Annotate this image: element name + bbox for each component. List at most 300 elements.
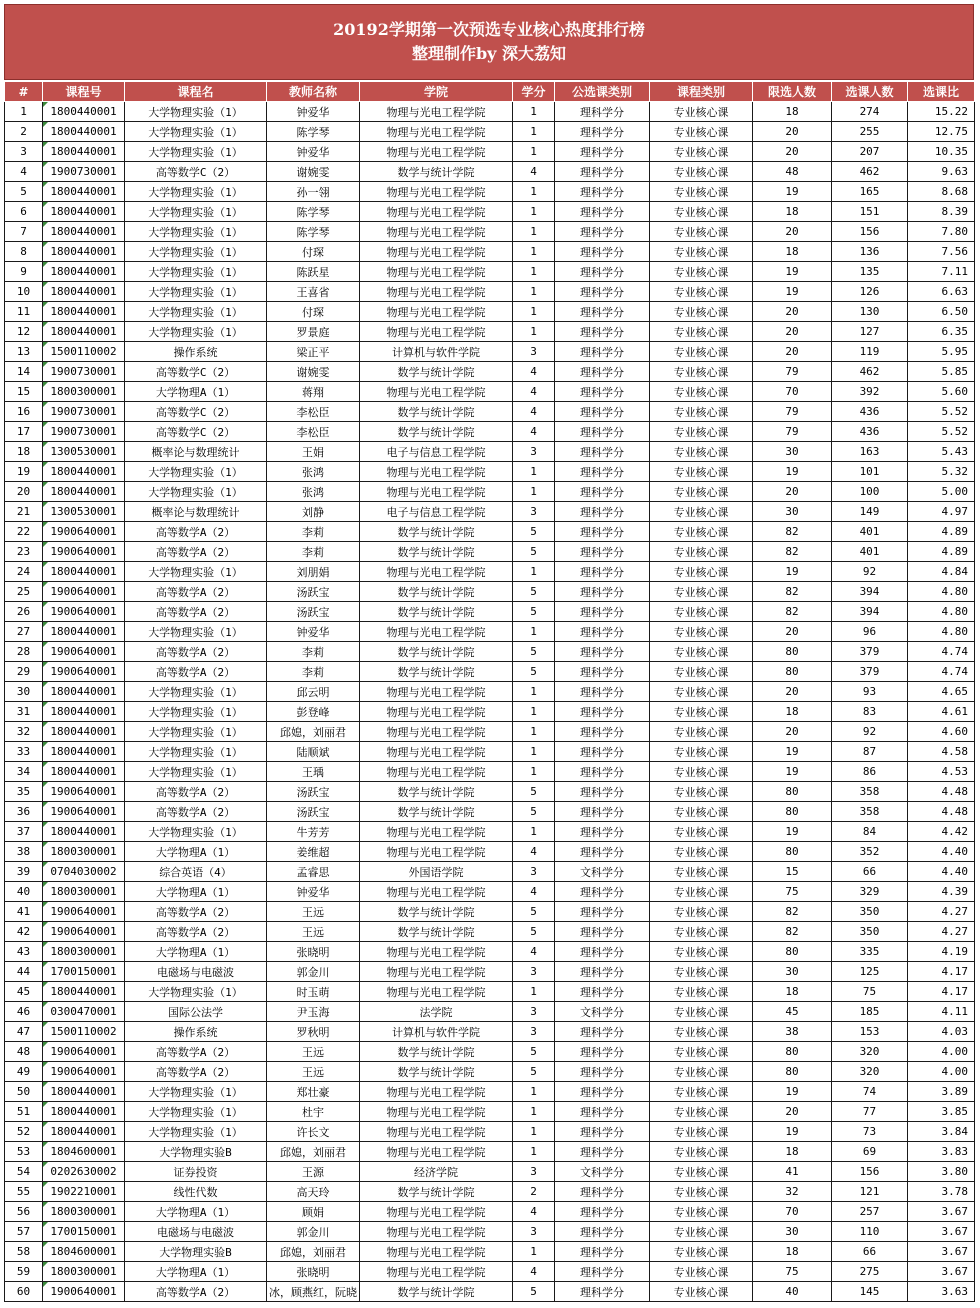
elective-type-cell: 理科学分 (555, 942, 650, 962)
elective-type-cell: 理科学分 (555, 462, 650, 482)
table-row[interactable] (5, 162, 975, 182)
capacity-cell: 80 (753, 842, 832, 862)
table-row[interactable] (5, 622, 975, 642)
college-cell: 物理与光电工程学院 (360, 722, 513, 742)
header-college[interactable]: 学院 (360, 82, 513, 102)
rank-cell: 53 (5, 1142, 43, 1162)
course-type-cell: 专业核心课 (650, 422, 753, 442)
table-row[interactable] (5, 1022, 975, 1042)
college-cell: 外国语学院 (360, 862, 513, 882)
enrolled-cell: 350 (832, 922, 908, 942)
elective-type-cell: 理科学分 (555, 1122, 650, 1142)
teacher-cell: 许长文 (267, 1122, 360, 1142)
table-row[interactable] (5, 402, 975, 422)
course-name-cell: 大学物理实验（1） (125, 742, 267, 762)
table-header-row (5, 82, 975, 102)
teacher-cell: 彭登峰 (267, 702, 360, 722)
capacity-cell: 20 (753, 142, 832, 162)
capacity-cell: 45 (753, 1002, 832, 1022)
course-type-cell: 专业核心课 (650, 402, 753, 422)
college-cell: 经济学院 (360, 1162, 513, 1182)
capacity-cell: 20 (753, 622, 832, 642)
enrolled-cell: 84 (832, 822, 908, 842)
elective-type-cell: 理科学分 (555, 202, 650, 222)
course-name-cell: 大学物理实验（1） (125, 282, 267, 302)
teacher-cell: 李松臣 (267, 402, 360, 422)
college-cell: 电子与信息工程学院 (360, 502, 513, 522)
ratio-cell: 4.61 (908, 702, 975, 722)
credits-cell: 1 (513, 742, 555, 762)
rank-cell: 48 (5, 1042, 43, 1062)
course-name-cell: 大学物理实验（1） (125, 242, 267, 262)
credits-cell: 1 (513, 222, 555, 242)
ratio-cell: 4.40 (908, 862, 975, 882)
college-cell: 物理与光电工程学院 (360, 262, 513, 282)
ratio-cell: 4.80 (908, 622, 975, 642)
enrolled-cell: 125 (832, 962, 908, 982)
table-row[interactable] (5, 242, 975, 262)
elective-type-cell: 理科学分 (555, 562, 650, 582)
elective-type-cell: 理科学分 (555, 742, 650, 762)
table-row[interactable] (5, 1222, 975, 1242)
table-row[interactable] (5, 902, 975, 922)
course-name-cell: 概率论与数理统计 (125, 502, 267, 522)
course-code-cell: 1900640001 (43, 1282, 125, 1302)
teacher-cell: 钟爱华 (267, 102, 360, 122)
college-cell: 物理与光电工程学院 (360, 762, 513, 782)
course-name-cell: 高等数学A（2） (125, 1042, 267, 1062)
rank-cell: 51 (5, 1102, 43, 1122)
table-row[interactable] (5, 822, 975, 842)
teacher-cell: 冰，顾燕红，阮晓 (267, 1282, 360, 1302)
teacher-cell: 李莉 (267, 642, 360, 662)
capacity-cell: 79 (753, 422, 832, 442)
course-code-cell: 0202630002 (43, 1162, 125, 1182)
capacity-cell: 18 (753, 102, 832, 122)
course-name-cell: 高等数学A（2） (125, 642, 267, 662)
capacity-cell: 75 (753, 882, 832, 902)
ratio-cell: 6.63 (908, 282, 975, 302)
table-row[interactable] (5, 542, 975, 562)
credits-cell: 3 (513, 502, 555, 522)
header-rank[interactable]: # (5, 82, 43, 102)
enrolled-cell: 126 (832, 282, 908, 302)
capacity-cell: 79 (753, 402, 832, 422)
teacher-cell: 张晓明 (267, 1262, 360, 1282)
rank-cell: 28 (5, 642, 43, 662)
credits-cell: 5 (513, 582, 555, 602)
course-code-cell: 1800440001 (43, 682, 125, 702)
rank-cell: 47 (5, 1022, 43, 1042)
college-cell: 数学与统计学院 (360, 422, 513, 442)
rank-cell: 44 (5, 962, 43, 982)
ratio-cell: 4.89 (908, 542, 975, 562)
enrolled-cell: 165 (832, 182, 908, 202)
ratio-cell: 3.67 (908, 1262, 975, 1282)
course-name-cell: 大学物理A（1） (125, 382, 267, 402)
course-type-cell: 专业核心课 (650, 302, 753, 322)
course-code-cell: 1900730001 (43, 422, 125, 442)
enrolled-cell: 257 (832, 1202, 908, 1222)
credits-cell: 1 (513, 242, 555, 262)
credits-cell: 1 (513, 122, 555, 142)
table-row[interactable] (5, 742, 975, 762)
table-row[interactable] (5, 442, 975, 462)
capacity-cell: 82 (753, 542, 832, 562)
teacher-cell: 刘静 (267, 502, 360, 522)
elective-type-cell: 理科学分 (555, 342, 650, 362)
table-body (5, 102, 975, 1302)
capacity-cell: 80 (753, 942, 832, 962)
table-row[interactable] (5, 122, 975, 142)
ratio-cell: 5.60 (908, 382, 975, 402)
credits-cell: 1 (513, 262, 555, 282)
college-cell: 物理与光电工程学院 (360, 242, 513, 262)
ratio-cell: 8.39 (908, 202, 975, 222)
rank-cell: 29 (5, 662, 43, 682)
course-name-cell: 操作系统 (125, 1022, 267, 1042)
credits-cell: 5 (513, 522, 555, 542)
table-row[interactable] (5, 1182, 975, 1202)
ratio-cell: 6.50 (908, 302, 975, 322)
header-course-code[interactable]: 课程号 (43, 82, 125, 102)
rank-cell: 54 (5, 1162, 43, 1182)
course-code-cell: 1900640001 (43, 1062, 125, 1082)
ratio-cell: 3.80 (908, 1162, 975, 1182)
rank-cell: 10 (5, 282, 43, 302)
course-name-cell: 大学物理实验（1） (125, 1102, 267, 1122)
table-row[interactable] (5, 762, 975, 782)
elective-type-cell: 理科学分 (555, 182, 650, 202)
table-row[interactable] (5, 922, 975, 942)
enrolled-cell: 274 (832, 102, 908, 122)
course-type-cell: 专业核心课 (650, 202, 753, 222)
elective-type-cell: 理科学分 (555, 1242, 650, 1262)
capacity-cell: 19 (753, 1082, 832, 1102)
credits-cell: 1 (513, 142, 555, 162)
credits-cell: 1 (513, 1102, 555, 1122)
course-type-cell: 专业核心课 (650, 1042, 753, 1062)
enrolled-cell: 394 (832, 602, 908, 622)
elective-type-cell: 理科学分 (555, 1202, 650, 1222)
credits-cell: 3 (513, 862, 555, 882)
course-code-cell: 1800440001 (43, 1082, 125, 1102)
capacity-cell: 19 (753, 262, 832, 282)
table-row[interactable] (5, 1262, 975, 1282)
enrolled-cell: 394 (832, 582, 908, 602)
credits-cell: 5 (513, 542, 555, 562)
college-cell: 电子与信息工程学院 (360, 442, 513, 462)
table-row[interactable] (5, 282, 975, 302)
college-cell: 数学与统计学院 (360, 1282, 513, 1302)
capacity-cell: 20 (753, 342, 832, 362)
elective-type-cell: 理科学分 (555, 602, 650, 622)
enrolled-cell: 75 (832, 982, 908, 1002)
table-row[interactable] (5, 462, 975, 482)
table-row[interactable] (5, 302, 975, 322)
college-cell: 物理与光电工程学院 (360, 222, 513, 242)
enrolled-cell: 73 (832, 1122, 908, 1142)
credits-cell: 4 (513, 882, 555, 902)
ratio-cell: 4.53 (908, 762, 975, 782)
course-type-cell: 专业核心课 (650, 122, 753, 142)
table-row[interactable] (5, 722, 975, 742)
course-name-cell: 国际公法学 (125, 1002, 267, 1022)
table-row[interactable] (5, 202, 975, 222)
table-row[interactable] (5, 1002, 975, 1022)
elective-type-cell: 文科学分 (555, 1162, 650, 1182)
elective-type-cell: 文科学分 (555, 862, 650, 882)
teacher-cell: 郑壮豪 (267, 1082, 360, 1102)
credits-cell: 3 (513, 1162, 555, 1182)
header-credits[interactable]: 学分 (513, 82, 555, 102)
header-ratio[interactable]: 选课比 (908, 82, 975, 102)
table-row[interactable] (5, 1242, 975, 1262)
capacity-cell: 20 (753, 302, 832, 322)
table-row[interactable] (5, 982, 975, 1002)
rank-cell: 1 (5, 102, 43, 122)
elective-type-cell: 理科学分 (555, 482, 650, 502)
capacity-cell: 41 (753, 1162, 832, 1182)
course-name-cell: 高等数学C（2） (125, 362, 267, 382)
capacity-cell: 80 (753, 1042, 832, 1062)
page-subtitle: 整理制作by 深大荔知 (411, 44, 567, 63)
capacity-cell: 80 (753, 802, 832, 822)
college-cell: 数学与统计学院 (360, 1042, 513, 1062)
capacity-cell: 19 (753, 762, 832, 782)
credits-cell: 1 (513, 702, 555, 722)
course-code-cell: 1800300001 (43, 1202, 125, 1222)
header-teacher[interactable]: 教师名称 (267, 82, 360, 102)
enrolled-cell: 83 (832, 702, 908, 722)
table-row[interactable] (5, 942, 975, 962)
header-capacity[interactable]: 限选人数 (753, 82, 832, 102)
table-row[interactable] (5, 142, 975, 162)
elective-type-cell: 理科学分 (555, 362, 650, 382)
course-name-cell: 高等数学A（2） (125, 802, 267, 822)
elective-type-cell: 理科学分 (555, 1182, 650, 1202)
rank-cell: 17 (5, 422, 43, 442)
credits-cell: 1 (513, 562, 555, 582)
enrolled-cell: 401 (832, 522, 908, 542)
table-row[interactable] (5, 1082, 975, 1102)
enrolled-cell: 77 (832, 1102, 908, 1122)
ratio-cell: 4.60 (908, 722, 975, 742)
college-cell: 计算机与软件学院 (360, 1022, 513, 1042)
credits-cell: 5 (513, 802, 555, 822)
capacity-cell: 80 (753, 782, 832, 802)
table-row[interactable] (5, 962, 975, 982)
table-row[interactable] (5, 1202, 975, 1222)
table-row[interactable] (5, 562, 975, 582)
elective-type-cell: 理科学分 (555, 1222, 650, 1242)
ranking-table (4, 81, 975, 1302)
table-row[interactable] (5, 842, 975, 862)
elective-type-cell: 理科学分 (555, 422, 650, 442)
header-elective-type[interactable]: 公选课类别 (555, 82, 650, 102)
table-row[interactable] (5, 362, 975, 382)
college-cell: 物理与光电工程学院 (360, 1102, 513, 1122)
elective-type-cell: 理科学分 (555, 1042, 650, 1062)
course-code-cell: 1800300001 (43, 942, 125, 962)
course-code-cell: 1804600001 (43, 1242, 125, 1262)
course-name-cell: 大学物理实验B (125, 1142, 267, 1162)
teacher-cell: 汤跃宝 (267, 582, 360, 602)
enrolled-cell: 379 (832, 642, 908, 662)
course-type-cell: 专业核心课 (650, 142, 753, 162)
college-cell: 物理与光电工程学院 (360, 462, 513, 482)
table-row[interactable] (5, 642, 975, 662)
college-cell: 数学与统计学院 (360, 1182, 513, 1202)
table-row[interactable] (5, 702, 975, 722)
header-enrolled[interactable]: 选课人数 (832, 82, 908, 102)
table-row[interactable] (5, 1042, 975, 1062)
teacher-cell: 陈学琴 (267, 202, 360, 222)
ratio-cell: 4.00 (908, 1062, 975, 1082)
table-row[interactable] (5, 522, 975, 542)
course-name-cell: 高等数学C（2） (125, 162, 267, 182)
header-course-name[interactable]: 课程名 (125, 82, 267, 102)
table-row[interactable] (5, 882, 975, 902)
rank-cell: 22 (5, 522, 43, 542)
teacher-cell: 牛芳芳 (267, 822, 360, 842)
course-name-cell: 高等数学A（2） (125, 662, 267, 682)
course-type-cell: 专业核心课 (650, 102, 753, 122)
rank-cell: 43 (5, 942, 43, 962)
table-row[interactable] (5, 422, 975, 442)
header-course-type[interactable]: 课程类别 (650, 82, 753, 102)
capacity-cell: 18 (753, 242, 832, 262)
course-type-cell: 专业核心课 (650, 222, 753, 242)
college-cell: 物理与光电工程学院 (360, 562, 513, 582)
course-code-cell: 1800440001 (43, 302, 125, 322)
capacity-cell: 19 (753, 822, 832, 842)
table-row[interactable] (5, 502, 975, 522)
course-code-cell: 1800440001 (43, 202, 125, 222)
enrolled-cell: 87 (832, 742, 908, 762)
course-type-cell: 专业核心课 (650, 1222, 753, 1242)
rank-cell: 56 (5, 1202, 43, 1222)
table-row[interactable] (5, 222, 975, 242)
table-row[interactable] (5, 1282, 975, 1302)
course-name-cell: 大学物理实验（1） (125, 562, 267, 582)
table-row[interactable] (5, 862, 975, 882)
capacity-cell: 30 (753, 442, 832, 462)
course-name-cell: 大学物理实验（1） (125, 822, 267, 842)
ratio-cell: 3.83 (908, 1142, 975, 1162)
ratio-cell: 4.48 (908, 782, 975, 802)
capacity-cell: 20 (753, 682, 832, 702)
enrolled-cell: 69 (832, 1142, 908, 1162)
teacher-cell: 陈学琴 (267, 222, 360, 242)
ratio-cell: 4.48 (908, 802, 975, 822)
table-row[interactable] (5, 1122, 975, 1142)
table-row[interactable] (5, 102, 975, 122)
table-row[interactable] (5, 1142, 975, 1162)
table-row[interactable] (5, 782, 975, 802)
course-type-cell: 专业核心课 (650, 762, 753, 782)
course-name-cell: 证券投资 (125, 1162, 267, 1182)
rank-cell: 32 (5, 722, 43, 742)
course-type-cell: 专业核心课 (650, 462, 753, 482)
table-row[interactable] (5, 582, 975, 602)
capacity-cell: 82 (753, 922, 832, 942)
college-cell: 物理与光电工程学院 (360, 1082, 513, 1102)
table-row[interactable] (5, 682, 975, 702)
credits-cell: 3 (513, 442, 555, 462)
elective-type-cell: 理科学分 (555, 722, 650, 742)
enrolled-cell: 135 (832, 262, 908, 282)
course-code-cell: 1700150001 (43, 1222, 125, 1242)
table-row[interactable] (5, 1102, 975, 1122)
elective-type-cell: 理科学分 (555, 1142, 650, 1162)
college-cell: 物理与光电工程学院 (360, 702, 513, 722)
college-cell: 物理与光电工程学院 (360, 822, 513, 842)
teacher-cell: 姜维超 (267, 842, 360, 862)
course-name-cell: 高等数学A（2） (125, 542, 267, 562)
table-row[interactable] (5, 602, 975, 622)
course-type-cell: 专业核心课 (650, 902, 753, 922)
college-cell: 物理与光电工程学院 (360, 1122, 513, 1142)
capacity-cell: 20 (753, 122, 832, 142)
course-code-cell: 0704030002 (43, 862, 125, 882)
credits-cell: 1 (513, 202, 555, 222)
credits-cell: 4 (513, 1202, 555, 1222)
table-row[interactable] (5, 662, 975, 682)
enrolled-cell: 92 (832, 722, 908, 742)
table-row[interactable] (5, 382, 975, 402)
enrolled-cell: 320 (832, 1042, 908, 1062)
course-name-cell: 大学物理实验（1） (125, 1122, 267, 1142)
course-type-cell: 专业核心课 (650, 722, 753, 742)
college-cell: 数学与统计学院 (360, 662, 513, 682)
elective-type-cell: 理科学分 (555, 242, 650, 262)
course-code-cell: 1300530001 (43, 442, 125, 462)
course-name-cell: 高等数学A（2） (125, 1062, 267, 1082)
rank-cell: 41 (5, 902, 43, 922)
teacher-cell: 李莉 (267, 542, 360, 562)
elective-type-cell: 理科学分 (555, 302, 650, 322)
course-name-cell: 大学物理实验（1） (125, 122, 267, 142)
table-row[interactable] (5, 322, 975, 342)
course-name-cell: 概率论与数理统计 (125, 442, 267, 462)
table-row[interactable] (5, 1062, 975, 1082)
course-name-cell: 高等数学C（2） (125, 402, 267, 422)
teacher-cell: 王远 (267, 1042, 360, 1062)
table-row[interactable] (5, 262, 975, 282)
course-code-cell: 1900640001 (43, 782, 125, 802)
elective-type-cell: 理科学分 (555, 102, 650, 122)
course-name-cell: 大学物理A（1） (125, 1262, 267, 1282)
capacity-cell: 15 (753, 862, 832, 882)
ratio-cell: 4.74 (908, 662, 975, 682)
course-type-cell: 专业核心课 (650, 1142, 753, 1162)
capacity-cell: 30 (753, 1222, 832, 1242)
table-row[interactable] (5, 182, 975, 202)
course-type-cell: 专业核心课 (650, 602, 753, 622)
enrolled-cell: 379 (832, 662, 908, 682)
table-row[interactable] (5, 1162, 975, 1182)
teacher-cell: 蒋翔 (267, 382, 360, 402)
teacher-cell: 王远 (267, 902, 360, 922)
table-row[interactable] (5, 342, 975, 362)
ratio-cell: 4.17 (908, 982, 975, 1002)
table-row[interactable] (5, 802, 975, 822)
table-row[interactable] (5, 482, 975, 502)
college-cell: 法学院 (360, 1002, 513, 1022)
college-cell: 物理与光电工程学院 (360, 1142, 513, 1162)
course-name-cell: 高等数学A（2） (125, 922, 267, 942)
